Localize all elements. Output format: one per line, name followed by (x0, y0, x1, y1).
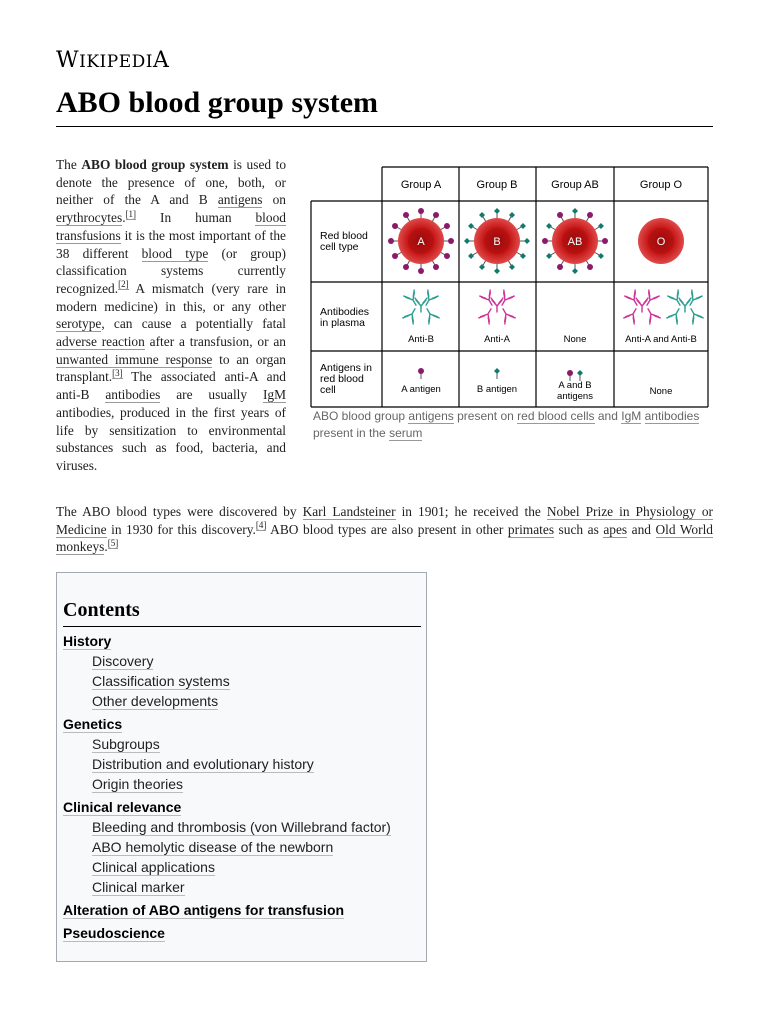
toc-link-subsection[interactable]: Distribution and evolutionary history (92, 756, 314, 772)
cell-letter: A (417, 236, 425, 248)
figure-caption: ABO blood group antigens present on red blood cells and IgM antibodies present in the serum (313, 409, 700, 440)
antibody-label-ab: None (563, 334, 587, 345)
ref-4[interactable]: [4] (255, 520, 267, 531)
caption-link-igm[interactable]: IgM (621, 409, 642, 423)
ref-1[interactable]: [1] (125, 208, 137, 219)
a-antigen-icon (392, 223, 398, 229)
antibody-shape (498, 306, 515, 324)
cell-letter: AB (567, 236, 583, 248)
cell-letter: O (656, 236, 666, 248)
antibody-icon (497, 290, 514, 308)
b-antigen-icon (509, 212, 515, 218)
a-antigen-icon (433, 212, 439, 218)
a-antigen-icon (388, 238, 394, 244)
b-antigen-icon (479, 264, 485, 270)
group-o-cell (638, 218, 684, 264)
toc-link-section[interactable]: Alteration of ABO antigens for transfusion (63, 902, 345, 918)
row-label-antigens-2: red blood (320, 373, 364, 385)
b-antigen-icon (598, 253, 604, 259)
antibody-icon (642, 290, 659, 308)
b-antigen-icon (520, 253, 526, 259)
b-antigen-icon (520, 223, 526, 229)
toc-section (63, 900, 423, 920)
link-antigens[interactable]: antigens (217, 192, 263, 208)
a-antigen-icon (567, 370, 573, 376)
antigen-label-a: A antigen (401, 384, 441, 395)
toc-link-subsection[interactable]: Discovery (92, 653, 154, 669)
link-igm[interactable]: IgM (262, 387, 286, 403)
caption-link-antibodies[interactable]: antibodies (644, 409, 700, 423)
antibody-shape (422, 306, 439, 324)
discovery-paragraph: The ABO blood types were discovered by Karl Landsteiner in 1901; he received the Nobel Prize in Physiology or Medicine in 1930 for this discovery.[4] ABO blood types are also present in other primates such as apes and Old World monkeys.[5] (56, 504, 714, 555)
toc-link-subsection[interactable]: Classification systems (92, 673, 230, 689)
antibody-shape (668, 290, 685, 308)
row-label-rbc-1: Red blood (320, 230, 368, 242)
toc-section (63, 631, 423, 711)
antibody-label-a: Anti-B (408, 334, 434, 345)
a-antigen-icon (587, 264, 593, 270)
b-antigen-icon (572, 268, 578, 274)
antibody-shape (480, 290, 497, 308)
a-antigen-icon (418, 208, 424, 214)
link-old-world-monkeys[interactable]: Old World monkeys (56, 521, 714, 555)
a-antigen-icon (392, 253, 398, 259)
antibody-icon (404, 290, 421, 308)
b-antigen-icon (494, 208, 500, 214)
antibody-shape (404, 290, 421, 308)
wordmark-end: A (152, 48, 170, 73)
antibody-icon (668, 290, 685, 308)
abo-diagram[interactable] (310, 166, 710, 410)
intro-paragraph: The ABO blood group system is used to denote the presence of one, both, or neither of the A and B antigens on erythrocytes.[1] In human blood transfusions it is the most important of the 38 different blood type (or group) classification systems currently recognized.[2] A mismatch (very rare in modern medicine) in this, or any other serotype, can cause a potentially fatal adverse reaction after a transfusion, or an unwanted immune response to an organ transplant.[3] The associated anti-A and anti-B antibodies are usually IgM antibodies, produced in the first years of life by sensitization to environmental substances such as food, bacteria, and viruses. (56, 157, 287, 473)
group-ab-cell (542, 208, 608, 274)
antibody-shape (415, 298, 427, 312)
col-header-group-o: Group O (639, 179, 683, 191)
toc-title: Contents (63, 599, 140, 621)
antibody-icon (667, 306, 684, 324)
antibody-icon (491, 298, 503, 312)
antibody-icon (643, 306, 660, 324)
b-antigen-icon (524, 238, 530, 244)
b-antigen-icon (494, 268, 500, 274)
antibody-icon (636, 298, 648, 312)
antibody-icon (685, 290, 702, 308)
link-adverse-reaction[interactable]: adverse reaction (56, 334, 145, 350)
a-antigen-icon (403, 264, 409, 270)
group-b-cell (464, 208, 530, 274)
link-blood-type[interactable]: blood type (141, 245, 209, 261)
antibody-icon (421, 290, 438, 308)
a-antigen-icon (444, 253, 450, 259)
antibody-icon (498, 306, 515, 324)
toc-link-section[interactable]: Pseudoscience (63, 925, 165, 941)
ref-3[interactable]: [3] (112, 367, 123, 378)
col-header-group-a: Group A (400, 179, 442, 191)
row-label-antibodies-1: Antibodies (320, 306, 370, 318)
row-label-antigens-1: Antigens in (320, 362, 372, 374)
link-antibodies[interactable]: antibodies (105, 387, 161, 403)
ref-5[interactable]: [5] (107, 537, 119, 548)
a-antigen-icon (602, 238, 608, 244)
b-antigen-icon (468, 223, 474, 229)
a-antigen-icon (448, 238, 454, 244)
a-antigen-icon (542, 238, 548, 244)
link-erythrocytes[interactable]: erythrocytes (56, 210, 123, 226)
a-antigen-icon (403, 212, 409, 218)
antibody-icons (403, 290, 703, 324)
b-antigen-icon (479, 212, 485, 218)
antibody-shape (491, 298, 503, 312)
toc-link-subsection[interactable]: ABO hemolytic disease of the newborn (92, 839, 334, 855)
toc-list (63, 631, 423, 946)
group-a-cell (388, 208, 454, 274)
b-antigen-icon (509, 264, 515, 270)
b-antigen-icon (572, 208, 578, 214)
antigen-label-o: None (649, 386, 673, 397)
antibody-icon (625, 290, 642, 308)
antibody-shape (403, 306, 420, 324)
toc-link-subsection[interactable]: Clinical applications (92, 859, 215, 875)
antibody-icon (679, 298, 691, 312)
antibody-shape (497, 290, 514, 308)
antigen-label-ab-2: antigens (557, 391, 593, 402)
antibody-shape (625, 290, 642, 308)
page-title: ABO blood group system (56, 86, 379, 119)
row-label-antibodies-2: in plasma (320, 317, 365, 329)
caption-link-red-blood-cells[interactable]: red blood cells (517, 409, 595, 423)
antibody-shape (643, 306, 660, 324)
b-antigen-icon (464, 238, 470, 244)
b-antigen-icon (546, 253, 552, 259)
antibody-shape (667, 306, 684, 324)
cell-letter: B (493, 236, 501, 248)
antibody-shape (479, 306, 496, 324)
col-header-group-b: Group B (476, 179, 518, 191)
antibody-icon (422, 306, 439, 324)
abo-diagram-svg (310, 166, 710, 410)
toc-link-section[interactable]: History (63, 633, 112, 649)
toc-section (63, 714, 423, 794)
antibody-label-o: Anti-A and Anti-B (625, 334, 697, 345)
b-antigen-icon (577, 370, 583, 376)
col-header-group-ab: Group AB (551, 179, 599, 191)
antibody-icon (480, 290, 497, 308)
antibody-shape (624, 306, 641, 324)
antigen-label-ab-1: A and B (558, 380, 592, 391)
b-antigen-icon (598, 223, 604, 229)
link-primates[interactable]: primates (507, 521, 555, 537)
a-antigen-icon (433, 264, 439, 270)
a-antigen-icon (557, 264, 563, 270)
ref-2[interactable]: [2] (118, 279, 129, 290)
row-label-rbc-2: cell type (320, 241, 359, 253)
antigen-label-b: B antigen (476, 384, 518, 395)
link-nobel-prize[interactable]: Nobel Prize in Physiology or Medicine (56, 504, 713, 537)
b-antigen-icon (494, 368, 500, 374)
wikipedia-wordmark[interactable] (56, 48, 169, 73)
antibody-shape (636, 298, 648, 312)
table-of-contents (56, 572, 427, 962)
toc-section (63, 923, 423, 943)
antibody-icon (479, 306, 496, 324)
a-antigen-icon (444, 223, 450, 229)
antibody-label-b: Anti-A (484, 334, 510, 345)
toc-link-section[interactable]: Genetics (63, 716, 123, 732)
antibody-icon (415, 298, 427, 312)
antibody-shape (685, 290, 702, 308)
link-serotype[interactable]: serotype (56, 316, 102, 332)
b-antigen-icon (546, 223, 552, 229)
caption-link-serum[interactable]: serum (389, 426, 423, 440)
a-antigen-icon (418, 368, 424, 374)
antibody-icon (686, 306, 703, 324)
a-antigen-icon (557, 212, 563, 218)
antibody-icon (403, 306, 420, 324)
toc-link-subsection[interactable]: Bleeding and thrombosis (von Willebrand factor) (92, 819, 391, 835)
b-antigen-icon (468, 253, 474, 259)
toc-link-section[interactable]: Clinical relevance (63, 799, 182, 815)
link-unwanted-immune-response[interactable]: unwanted immune response (56, 351, 213, 367)
toc-link-subsection[interactable]: Subgroups (92, 736, 160, 752)
toc-link-subsection[interactable]: Other developments (92, 693, 219, 709)
antibody-shape (421, 290, 438, 308)
row-label-antigens-3: cell (320, 384, 336, 396)
link-karl-landsteiner[interactable]: Karl Landsteiner (302, 504, 396, 519)
toc-section (63, 797, 423, 897)
caption-link-antigens[interactable]: antigens (408, 409, 454, 423)
article-subject: ABO blood group system (81, 157, 229, 172)
antibody-shape (679, 298, 691, 312)
antibody-shape (686, 306, 703, 324)
link-apes[interactable]: apes (603, 521, 628, 537)
link-blood-transfusions[interactable]: blood transfusions (56, 210, 286, 243)
antibody-icon (624, 306, 641, 324)
toc-link-subsection[interactable]: Clinical marker (92, 879, 185, 895)
antibody-shape (642, 290, 659, 308)
wordmark-initial: W (56, 48, 80, 73)
a-antigen-icon (418, 268, 424, 274)
toc-divider (63, 626, 421, 627)
toc-link-subsection[interactable]: Origin theories (92, 776, 184, 792)
a-antigen-icon (587, 212, 593, 218)
title-divider (56, 126, 713, 127)
wordmark-mid: IKIPEDI (79, 52, 153, 72)
